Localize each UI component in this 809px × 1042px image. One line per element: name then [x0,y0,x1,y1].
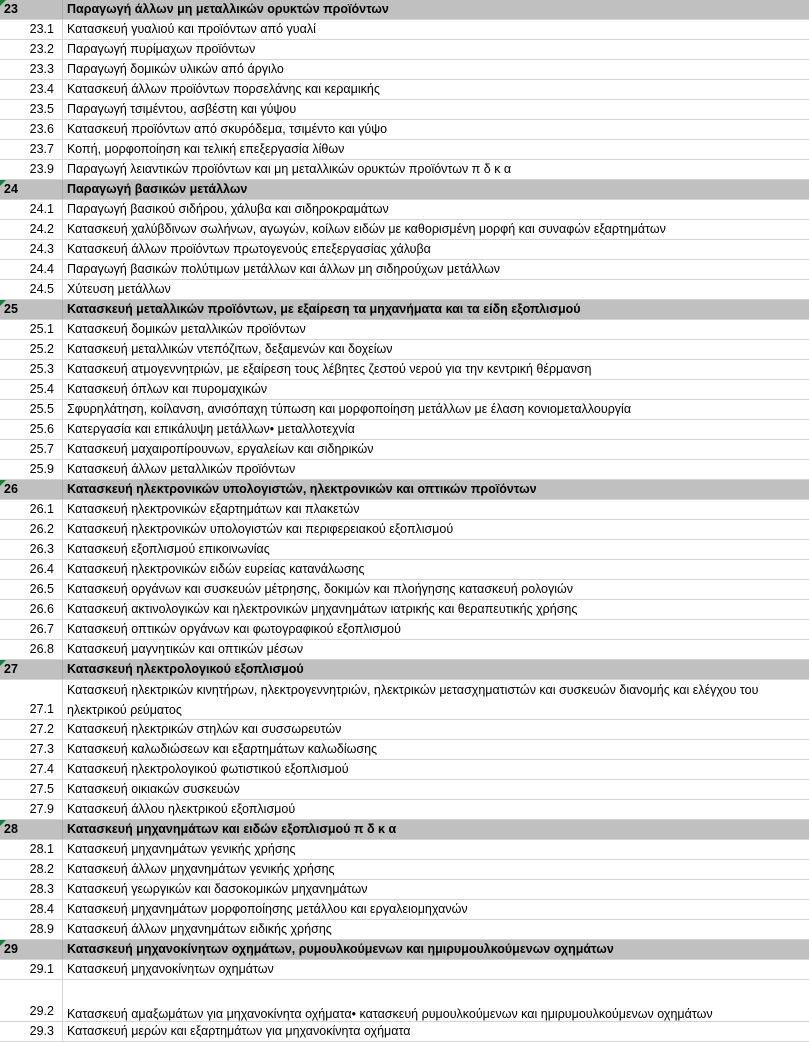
subsection-code-cell[interactable]: 28.1 [0,840,63,859]
table-row[interactable] [0,760,809,780]
table-row[interactable] [0,460,809,480]
description-cell[interactable]: Κατασκευή μαχαιροπίρουνων, εργαλείων και σιδηρικών [67,442,374,456]
description-cell[interactable]: Κατασκευή γεωργικών και δασοκομικών μηχανημάτων [67,882,368,896]
section-title-cell[interactable]: Κατασκευή ηλεκτρονικών υπολογιστών, ηλεκτρονικών και οπτικών προϊόντων [67,482,537,496]
description-cell[interactable]: Κατασκευή μαγνητικών και οπτικών μέσων [67,642,304,656]
subsection-code-cell[interactable]: 24.4 [0,260,63,279]
table-row[interactable] [0,200,809,220]
table-row[interactable] [0,740,809,760]
section-code-cell[interactable]: 23 [0,0,63,19]
table-row[interactable] [0,880,809,900]
subsection-code-cell[interactable]: 28.3 [0,880,63,899]
description-cell[interactable]: Κατασκευή ηλεκτρολογικού φωτιστικού εξοπλισμού [67,762,349,776]
section-code-cell[interactable]: 28 [0,820,63,839]
description-cell[interactable]: Χύτευση μετάλλων [67,282,171,296]
description-cell[interactable]: Κατασκευή ατμογεννητριών, με εξαίρεση τους λέβητες ζεστού νερού για την κεντρική θέρμανση [67,362,592,376]
table-row[interactable] [0,840,809,860]
subsection-code-cell[interactable]: 26.2 [0,520,63,539]
table-row[interactable] [0,420,809,440]
section-code-cell[interactable]: 26 [0,480,63,499]
table-row[interactable] [0,40,809,60]
section-header-row[interactable] [0,300,809,320]
table-row[interactable] [0,320,809,340]
table-row[interactable] [0,640,809,660]
table-row[interactable] [0,20,809,40]
subsection-code-cell[interactable]: 26.4 [0,560,63,579]
table-row[interactable] [0,560,809,580]
description-cell[interactable]: Παραγωγή βασικών πολύτιμων μετάλλων και άλλων μη σιδηρούχων μετάλλων [67,262,500,276]
description-cell[interactable]: Κατασκευή αμαξωμάτων για μηχανοκίνητα οχήματα• κατασκευή ρυμουλκούμενων και ημιρυμουλκούμενων οχημάτων [67,1007,713,1021]
table-row[interactable] [0,1022,809,1042]
subsection-code-cell[interactable]: 23.1 [0,20,63,39]
table-row[interactable] [0,400,809,420]
description-cell[interactable]: Κοπή, μορφοποίηση και τελική επεξεργασία λίθων [67,142,345,156]
description-cell[interactable]: Κατασκευή άλλων μηχανημάτων γενικής χρήσης [67,862,335,876]
table-row[interactable] [0,220,809,240]
table-row[interactable] [0,720,809,740]
description-cell[interactable]: Κατασκευή όπλων και πυρομαχικών [67,382,268,396]
description-cell[interactable]: Κατασκευή μηχανοκίνητων οχημάτων [67,962,274,976]
subsection-code-cell[interactable]: 29.2 [0,980,63,1021]
subsection-code-cell[interactable]: 24.5 [0,280,63,299]
table-row[interactable] [0,620,809,640]
subsection-code-cell[interactable]: 27.4 [0,760,63,779]
table-row[interactable] [0,540,809,560]
subsection-code-cell[interactable]: 27.5 [0,780,63,799]
table-row[interactable] [0,120,809,140]
description-cell[interactable]: Κατασκευή ηλεκτρικών στηλών και συσσωρευτών [67,722,342,736]
section-header-row[interactable] [0,180,809,200]
subsection-code-cell[interactable]: 23.5 [0,100,63,119]
table-row[interactable] [0,340,809,360]
subsection-code-cell[interactable]: 23.7 [0,140,63,159]
description-cell[interactable]: Κατασκευή ακτινολογικών και ηλεκτρονικών μηχανημάτων ιατρικής και θεραπευτικής χρήσης [67,602,578,616]
description-cell[interactable]: Κατεργασία και επικάλυψη μετάλλων• μεταλλοτεχνία [67,422,355,436]
section-title-cell[interactable]: Παραγωγή βασικών μετάλλων [67,182,248,196]
subsection-code-cell[interactable]: 24.2 [0,220,63,239]
subsection-code-cell[interactable]: 29.3 [0,1022,63,1041]
subsection-code-cell[interactable]: 25.1 [0,320,63,339]
section-code-cell[interactable]: 29 [0,940,63,959]
section-title-cell[interactable]: Κατασκευή ηλεκτρολογικού εξοπλισμού [67,662,304,676]
subsection-code-cell[interactable]: 28.4 [0,900,63,919]
description-cell[interactable]: Κατασκευή ηλεκτρονικών ειδών ευρείας κατανάλωσης [67,562,365,576]
table-row[interactable] [0,600,809,620]
table-row[interactable] [0,160,809,180]
subsection-code-cell[interactable]: 27.1 [0,680,63,719]
subsection-code-cell[interactable]: 29.1 [0,960,63,979]
section-header-row[interactable] [0,660,809,680]
description-cell[interactable]: Κατασκευή οργάνων και συσκευών μέτρησης, δοκιμών και πλοήγησης κατασκευή ρολογιών [67,582,573,596]
description-cell[interactable]: Παραγωγή βασικού σιδήρου, χάλυβα και σιδηροκραμάτων [67,202,389,216]
table-row[interactable] [0,680,809,720]
description-cell[interactable]: Κατασκευή οπτικών οργάνων και φωτογραφικού εξοπλισμού [67,622,401,636]
table-row[interactable] [0,360,809,380]
section-header-row[interactable] [0,820,809,840]
description-cell[interactable]: Κατασκευή μηχανημάτων μορφοποίησης μετάλλου και εργαλειομηχανών [67,902,468,916]
table-row[interactable] [0,260,809,280]
description-cell[interactable]: Κατασκευή μεταλλικών ντεπόζιτων, δεξαμενών και δοχείων [67,342,393,356]
description-cell[interactable]: Κατασκευή δομικών μεταλλικών προϊόντων [67,322,306,336]
section-code-cell[interactable]: 25 [0,300,63,319]
description-cell[interactable]: Κατασκευή άλλων μηχανημάτων ειδικής χρήσης [67,922,332,936]
subsection-code-cell[interactable]: 28.2 [0,860,63,879]
subsection-code-cell[interactable]: 25.9 [0,460,63,479]
subsection-code-cell[interactable]: 23.6 [0,120,63,139]
table-row[interactable] [0,60,809,80]
section-title-cell[interactable]: Κατασκευή μεταλλικών προϊόντων, με εξαίρεση τα μηχανήματα και τα είδη εξοπλισμού [67,302,581,316]
subsection-code-cell[interactable]: 23.2 [0,40,63,59]
subsection-code-cell[interactable]: 26.6 [0,600,63,619]
description-cell[interactable]: Κατασκευή εξοπλισμού επικοινωνίας [67,542,270,556]
table-row[interactable] [0,100,809,120]
table-row[interactable] [0,920,809,940]
subsection-code-cell[interactable]: 23.4 [0,80,63,99]
section-header-row[interactable] [0,940,809,960]
description-cell[interactable]: Κατασκευή χαλύβδινων σωλήνων, αγωγών, κοίλων ειδών με καθορισμένη μορφή και συναφών εξαρτημάτων [67,222,666,236]
description-cell[interactable]: Κατασκευή άλλων μεταλλικών προϊόντων [67,462,296,476]
table-row[interactable] [0,280,809,300]
subsection-code-cell[interactable]: 23.9 [0,160,63,179]
table-row[interactable] [0,900,809,920]
description-cell[interactable]: Κατασκευή άλλων προϊόντων πορσελάνης και κεραμικής [67,82,380,96]
description-cell[interactable]: Κατασκευή καλωδιώσεων και εξαρτημάτων καλωδίωσης [67,742,378,756]
section-code-cell[interactable]: 27 [0,660,63,679]
subsection-code-cell[interactable]: 25.7 [0,440,63,459]
description-cell[interactable]: Παραγωγή πυρίμαχων προϊόντων [67,42,256,56]
subsection-code-cell[interactable]: 27.2 [0,720,63,739]
description-cell[interactable]: Παραγωγή λειαντικών προϊόντων και μη μεταλλικών ορυκτών προϊόντων π δ κ α [67,162,512,176]
description-cell[interactable]: Κατασκευή μηχανημάτων γενικής χρήσης [67,842,296,856]
table-row[interactable] [0,80,809,100]
table-row[interactable] [0,980,809,1022]
description-cell[interactable]: Κατασκευή γυαλιού και προϊόντων από γυαλί [67,22,316,36]
subsection-code-cell[interactable]: 26.1 [0,500,63,519]
subsection-code-cell[interactable]: 23.3 [0,60,63,79]
description-cell[interactable]: Παραγωγή τσιμέντου, ασβέστη και γύψου [67,102,297,116]
description-cell[interactable]: Κατασκευή μερών και εξαρτημάτων για μηχανοκίνητα οχήματα [67,1024,411,1038]
section-title-cell[interactable]: Κατασκευή μηχανοκίνητων οχημάτων, ρυμουλκούμενων και ημιρυμουλκούμενων οχημάτων [67,942,614,956]
table-row[interactable] [0,500,809,520]
description-cell[interactable]: Κατασκευή ηλεκτρονικών υπολογιστών και περιφερειακού εξοπλισμού [67,522,454,536]
table-row[interactable] [0,860,809,880]
table-row[interactable] [0,780,809,800]
table-row[interactable] [0,800,809,820]
subsection-code-cell[interactable]: 28.9 [0,920,63,939]
subsection-code-cell[interactable]: 26.3 [0,540,63,559]
description-cell[interactable]: Σφυρηλάτηση, κοίλανση, ανισόπαχη τύπωση και μορφοποίηση μετάλλων με έλαση κονιομεταλλουργία [67,402,632,416]
section-title-cell[interactable]: Παραγωγή άλλων μη μεταλλικών ορυκτών προϊόντων [67,2,389,16]
table-row[interactable] [0,520,809,540]
table-row[interactable] [0,240,809,260]
subsection-code-cell[interactable]: 26.5 [0,580,63,599]
subsection-code-cell[interactable]: 25.2 [0,340,63,359]
table-row[interactable] [0,960,809,980]
subsection-code-cell[interactable]: 25.5 [0,400,63,419]
table-row[interactable] [0,140,809,160]
subsection-code-cell[interactable]: 26.7 [0,620,63,639]
description-cell[interactable]: Παραγωγή δομικών υλικών από άργιλο [67,62,284,76]
subsection-code-cell[interactable]: 26.8 [0,640,63,659]
section-header-row[interactable] [0,0,809,20]
subsection-code-cell[interactable]: 24.3 [0,240,63,259]
subsection-code-cell[interactable]: 27.9 [0,800,63,819]
subsection-code-cell[interactable]: 25.3 [0,360,63,379]
table-row[interactable] [0,380,809,400]
description-cell[interactable]: Κατασκευή οικιακών συσκευών [67,782,240,796]
description-cell[interactable]: Κατασκευή προϊόντων από σκυρόδεμα, τσιμέντο και γύψο [67,122,388,136]
table-row[interactable] [0,440,809,460]
section-header-row[interactable] [0,480,809,500]
description-cell[interactable]: Κατασκευή άλλων προϊόντων πρωτογενούς επεξεργασίας χάλυβα [67,242,431,256]
subsection-code-cell[interactable]: 27.3 [0,740,63,759]
table-row[interactable] [0,580,809,600]
subsection-code-cell[interactable]: 25.4 [0,380,63,399]
section-title-cell[interactable]: Κατασκευή μηχανημάτων και ειδών εξοπλισμού π δ κ α [67,822,397,836]
description-cell[interactable]: Κατασκευή ηλεκτρονικών εξαρτημάτων και πλακετών [67,502,360,516]
subsection-code-cell[interactable]: 25.6 [0,420,63,439]
section-code-cell[interactable]: 24 [0,180,63,199]
description-cell[interactable]: Κατασκευή άλλου ηλεκτρικού εξοπλισμού [67,802,296,816]
subsection-code-cell[interactable]: 24.1 [0,200,63,219]
description-cell[interactable]: Κατασκευή ηλεκτρικών κινητήρων, ηλεκτρογεννητριών, ηλεκτρικών μετασχηματιστών και συσκευών διανομής και ελέγχου του ηλεκτρικού ρεύματος [67,683,759,717]
